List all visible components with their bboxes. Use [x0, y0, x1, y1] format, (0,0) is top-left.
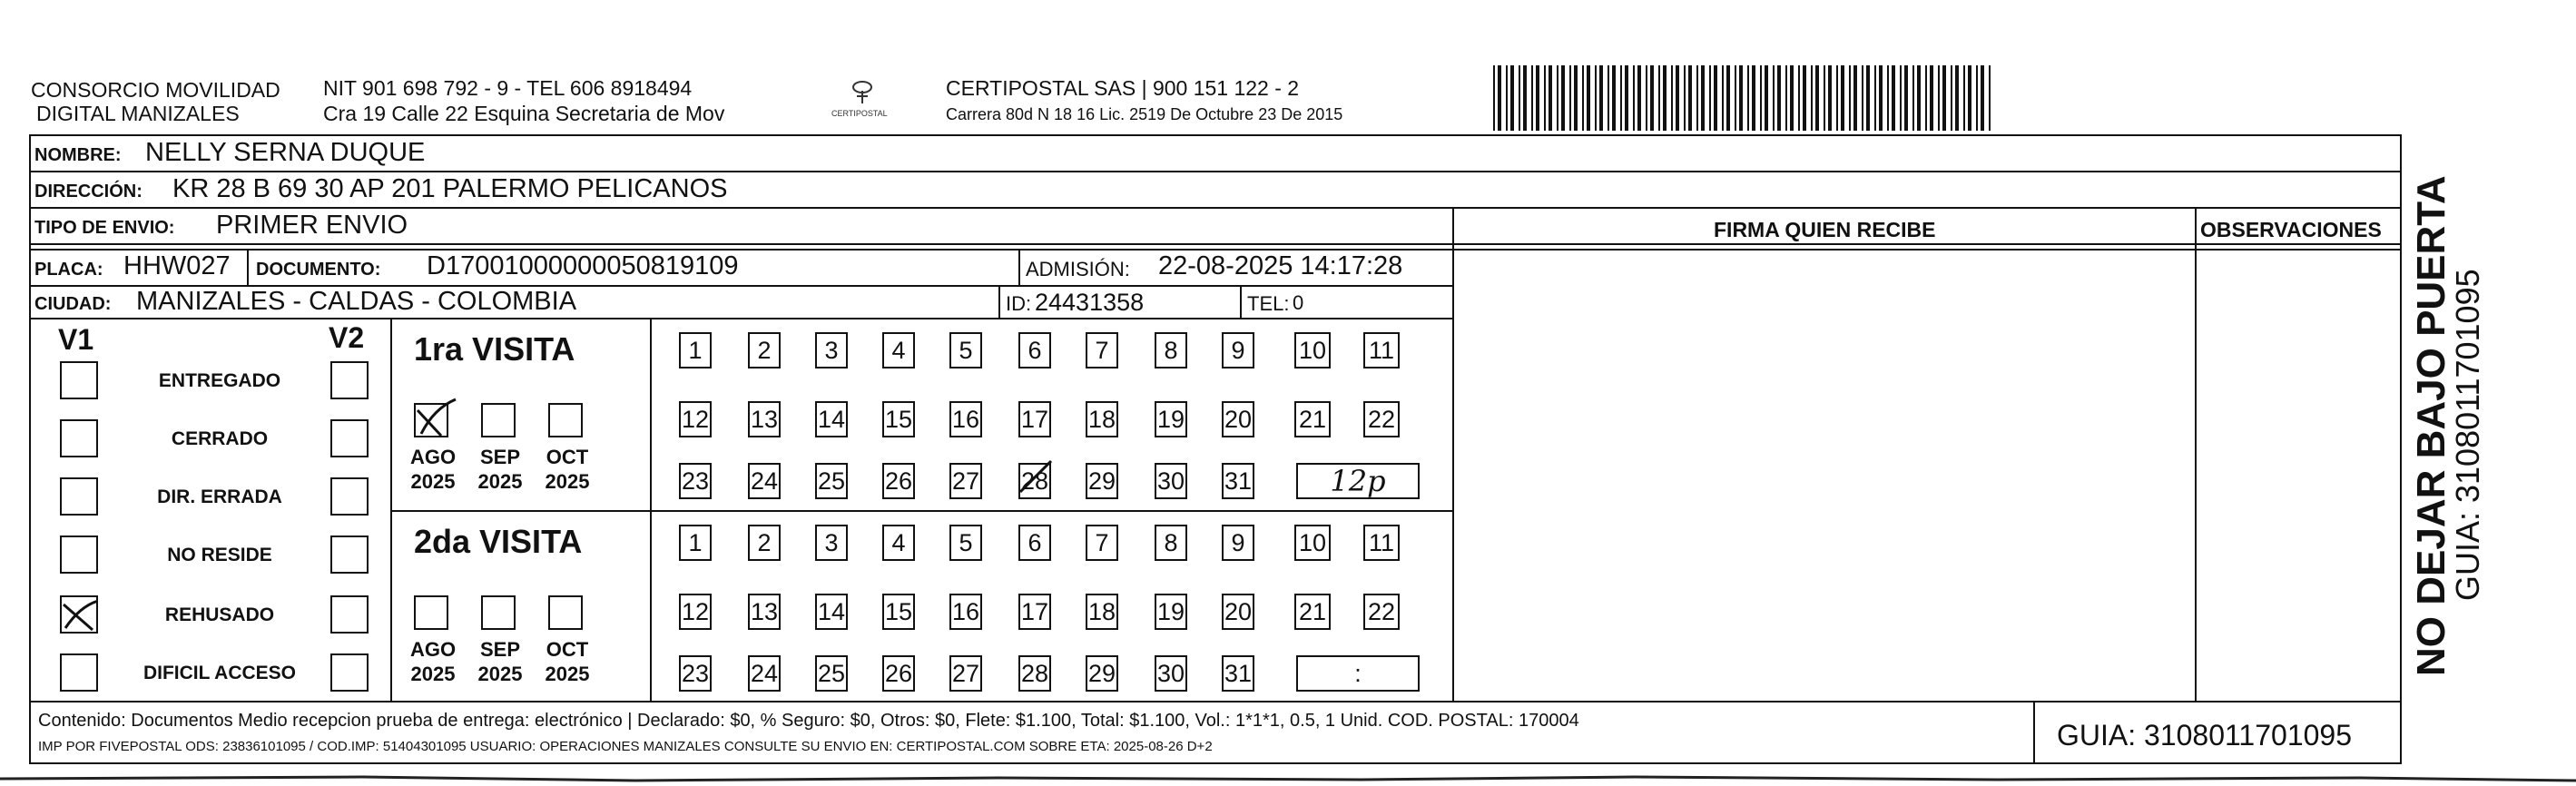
day-box[interactable] — [1086, 401, 1118, 437]
check-mark-icon — [62, 597, 98, 634]
v2-checkbox[interactable] — [330, 595, 369, 634]
status-option-label: REHUSADO — [164, 604, 275, 625]
id-label: ID: — [1006, 292, 1032, 315]
day-number: 31 — [1224, 467, 1253, 495]
barcode-bar — [1976, 65, 1978, 131]
day-box[interactable] — [949, 655, 982, 692]
company-address: Cra 19 Calle 22 Esquina Secretaria de Mov — [323, 102, 725, 125]
footer-guia: GUIA: 3108011701095 — [2057, 719, 2352, 752]
day-number: 13 — [750, 405, 779, 433]
day-number: 5 — [959, 336, 973, 364]
day-number: 1 — [688, 336, 703, 364]
barcode-bar — [1676, 65, 1679, 131]
status-option-label: DIFICIL ACCESO — [143, 663, 296, 683]
day-number: 11 — [1368, 528, 1395, 556]
barcode-bar — [1587, 65, 1590, 131]
day-number: 20 — [1224, 597, 1253, 625]
side-guia: GUIA: 3108011701095 — [2449, 269, 2486, 601]
admision-label: ADMISIÓN: — [1026, 258, 1130, 280]
carrier-logo — [826, 73, 899, 123]
barcode-bar — [1739, 65, 1743, 131]
day-number: 8 — [1164, 528, 1178, 556]
day-number: 27 — [951, 467, 980, 495]
day-number: 12 — [681, 597, 710, 625]
barcode-bar — [1646, 65, 1647, 131]
direccion-value: KR 28 B 69 30 AP 201 PALERMO PELICANOS — [172, 174, 728, 203]
v1-checkbox[interactable] — [60, 653, 98, 692]
barcode-bar — [1777, 65, 1781, 131]
day-box[interactable] — [882, 401, 915, 437]
day-box[interactable] — [679, 332, 712, 368]
footer-contenido: Contenido: Documentos Medio recepcion prueba de entrega: electrónico | Declarado: $0, % Seguro: $0, Otros: $0, Flete: $1.100, Total: $1.100, Vol.: 1*1*1, 0.5, 1 Unid. COD. POSTAL: 170004 — [38, 711, 1579, 731]
month-label: SEP 2025 — [477, 638, 523, 685]
day-number: 28 — [1020, 467, 1049, 495]
day-box[interactable] — [1222, 332, 1254, 368]
day-number: 7 — [1095, 528, 1109, 556]
barcode-bar — [1709, 65, 1711, 131]
day-box[interactable] — [1155, 401, 1187, 437]
day-number: 9 — [1231, 528, 1245, 556]
day-box[interactable] — [1222, 594, 1254, 630]
day-box[interactable] — [1294, 594, 1331, 630]
barcode-bar — [1803, 65, 1806, 131]
month-checkbox[interactable] — [414, 403, 448, 437]
visit-time: 12p — [1330, 464, 1386, 498]
barcode-bar — [1862, 65, 1863, 131]
barcode-bar — [1637, 65, 1641, 131]
barcode-bar — [1510, 65, 1514, 131]
barcode-bar — [1688, 65, 1692, 131]
day-number: 30 — [1156, 659, 1185, 687]
v1-checkbox[interactable] — [60, 477, 98, 516]
day-number: 22 — [1367, 405, 1396, 433]
day-number: 21 — [1298, 597, 1327, 625]
visit-time: : — [1354, 659, 1362, 687]
barcode-bar — [1904, 65, 1908, 131]
month-label: OCT 2025 — [545, 446, 590, 493]
day-box[interactable] — [1018, 655, 1051, 692]
barcode-bar — [1917, 65, 1921, 131]
day-number: 26 — [884, 659, 913, 687]
barcode-bar — [1493, 65, 1495, 131]
day-number: 10 — [1298, 336, 1327, 364]
month-checkbox[interactable] — [481, 595, 516, 630]
barcode-bar — [1663, 65, 1667, 131]
day-box[interactable] — [1363, 594, 1400, 630]
barcode-bar — [1620, 65, 1622, 131]
barcode-bar — [1841, 65, 1844, 131]
day-box[interactable] — [882, 332, 915, 368]
ciudad-label: CIUDAD: — [34, 294, 112, 314]
company-name-line2: DIGITAL MANIZALES — [36, 102, 240, 125]
barcode-bar — [1671, 65, 1673, 131]
day-number: 18 — [1087, 597, 1116, 625]
barcode-bar — [1900, 65, 1902, 131]
day-strike-icon — [1018, 459, 1055, 501]
day-box[interactable] — [949, 525, 982, 561]
tel-value: 0 — [1293, 291, 1304, 314]
day-number: 26 — [884, 467, 913, 495]
day-number: 14 — [817, 405, 846, 433]
v2-checkbox[interactable] — [330, 419, 369, 457]
day-box[interactable] — [1363, 332, 1400, 368]
barcode-bar — [1625, 65, 1628, 131]
day-box[interactable] — [748, 401, 781, 437]
day-number: 11 — [1368, 336, 1395, 364]
barcode-bar — [1574, 65, 1578, 131]
barcode-bar — [1599, 65, 1603, 131]
day-number: 19 — [1156, 597, 1185, 625]
day-box[interactable] — [679, 525, 712, 561]
barcode-bar — [1874, 65, 1876, 131]
day-number: 6 — [1027, 336, 1042, 364]
day-number: 5 — [959, 528, 973, 556]
side-warning: NO DEJAR BAJO PUERTA — [2409, 175, 2453, 676]
barcode-bar — [1608, 65, 1609, 131]
status-option-label: NO RESIDE — [167, 545, 272, 565]
barcode-bar — [1506, 65, 1508, 131]
direccion-label: DIRECCIÓN: — [34, 182, 143, 201]
barcode-bar — [1696, 65, 1698, 131]
ciudad-value: MANIZALES - CALDAS - COLOMBIA — [136, 287, 577, 316]
barcode-bar — [1549, 65, 1552, 131]
month-checkbox[interactable] — [414, 595, 448, 630]
barcode-bar — [1989, 65, 1991, 131]
day-number: 14 — [817, 597, 846, 625]
barcode-bar — [1561, 65, 1565, 131]
day-number: 18 — [1087, 405, 1116, 433]
v2-checkbox[interactable] — [330, 477, 369, 516]
documento-value: D17001000000050819109 — [427, 251, 739, 280]
day-box[interactable] — [1018, 525, 1051, 561]
barcode-bar — [1684, 65, 1686, 131]
day-box[interactable] — [679, 655, 712, 692]
barcode-bar — [1879, 65, 1883, 131]
day-number: 27 — [951, 659, 980, 687]
barcode-bar — [1595, 65, 1597, 131]
day-box[interactable] — [748, 655, 781, 692]
day-box[interactable] — [1086, 332, 1118, 368]
day-number: 17 — [1020, 597, 1049, 625]
day-box[interactable] — [882, 525, 915, 561]
day-box[interactable] — [1222, 401, 1254, 437]
carrier-address: Carrera 80d N 18 16 Lic. 2519 De Octubre 23 De 2015 — [946, 105, 1343, 123]
barcode-bar — [1955, 65, 1959, 131]
day-number: 8 — [1164, 336, 1178, 364]
day-box[interactable] — [1018, 594, 1051, 630]
barcode-bar — [1569, 65, 1571, 131]
day-box[interactable] — [815, 655, 848, 692]
day-box[interactable] — [949, 463, 982, 499]
nombre-value: NELLY SERNA DUQUE — [145, 138, 426, 167]
barcode-bar — [1866, 65, 1870, 131]
day-number: 3 — [824, 336, 839, 364]
barcode-bar — [1612, 65, 1616, 131]
day-box[interactable] — [1363, 401, 1400, 437]
carrier-logo-text: CERTIPOSTAL — [831, 109, 888, 118]
barcode-bar — [1544, 65, 1546, 131]
barcode-bar — [1722, 65, 1724, 131]
day-number: 25 — [817, 659, 846, 687]
month-label: AGO 2025 — [409, 638, 457, 685]
v2-checkbox[interactable] — [330, 535, 369, 574]
barcode-bar — [1536, 65, 1539, 131]
day-box[interactable] — [815, 594, 848, 630]
barcode — [1493, 65, 1992, 131]
v1-checkbox[interactable] — [60, 535, 98, 574]
visit-title: 2da VISITA — [414, 523, 583, 560]
day-box[interactable] — [815, 332, 848, 368]
barcode-bar — [1726, 65, 1730, 131]
visit-time-box[interactable] — [1296, 463, 1420, 499]
month-label: OCT 2025 — [545, 638, 590, 685]
day-number: 13 — [750, 597, 779, 625]
nombre-label: NOMBRE: — [34, 145, 122, 165]
barcode-bar — [1951, 65, 1952, 131]
barcode-bar — [1853, 65, 1857, 131]
barcode-bar — [1760, 65, 1762, 131]
v2-checkbox[interactable] — [330, 653, 369, 692]
day-number: 4 — [891, 336, 906, 364]
day-number: 22 — [1367, 597, 1396, 625]
day-box[interactable] — [1086, 463, 1118, 499]
day-number: 12 — [681, 405, 710, 433]
barcode-bar — [1735, 65, 1736, 131]
barcode-bar — [1714, 65, 1717, 131]
day-box[interactable] — [882, 463, 915, 499]
day-box[interactable] — [1222, 463, 1254, 499]
month-label: SEP 2025 — [477, 446, 523, 493]
day-number: 24 — [750, 467, 779, 495]
day-number: 2 — [757, 336, 772, 364]
visit-time-box[interactable] — [1296, 655, 1420, 692]
barcode-bar — [1968, 65, 1971, 131]
day-box[interactable] — [1018, 332, 1051, 368]
day-box[interactable] — [1018, 401, 1051, 437]
status-option-label: DIR. ERRADA — [157, 486, 282, 507]
day-box[interactable] — [1155, 332, 1187, 368]
day-box[interactable] — [1222, 525, 1254, 561]
barcode-bar — [1658, 65, 1660, 131]
day-box[interactable] — [1155, 594, 1187, 630]
check-mark-icon — [414, 398, 454, 434]
day-number: 31 — [1224, 659, 1253, 687]
day-box[interactable] — [1155, 525, 1187, 561]
id-value: 24431358 — [1035, 289, 1145, 316]
barcode-bar — [1849, 65, 1851, 131]
v2-checkbox[interactable] — [330, 361, 369, 399]
placa-value: HHW027 — [123, 251, 231, 280]
day-box[interactable] — [748, 594, 781, 630]
day-box[interactable] — [1363, 525, 1400, 561]
month-label: AGO 2025 — [409, 446, 457, 493]
tel-label: TEL: — [1247, 292, 1290, 315]
day-number: 16 — [951, 405, 980, 433]
day-box[interactable] — [949, 594, 982, 630]
visit-title: 1ra VISITA — [414, 330, 575, 368]
barcode-bar — [1519, 65, 1520, 131]
day-box[interactable] — [815, 525, 848, 561]
barcode-bar — [1765, 65, 1768, 131]
day-box[interactable] — [1155, 463, 1187, 499]
barcode-bar — [1790, 65, 1794, 131]
day-box[interactable] — [679, 463, 712, 499]
day-number: 1 — [688, 528, 703, 556]
barcode-bar — [1828, 65, 1832, 131]
day-number: 16 — [951, 597, 980, 625]
torn-edge — [0, 771, 2576, 786]
day-number: 29 — [1087, 659, 1116, 687]
barcode-bar — [1531, 65, 1533, 131]
day-box[interactable] — [748, 463, 781, 499]
day-number: 2 — [757, 528, 772, 556]
barcode-bar — [1633, 65, 1635, 131]
v1-checkbox[interactable] — [60, 419, 98, 457]
barcode-bar — [1747, 65, 1749, 131]
day-number: 24 — [750, 659, 779, 687]
day-box[interactable] — [1294, 401, 1331, 437]
barcode-bar — [1981, 65, 1984, 131]
day-number: 15 — [884, 597, 913, 625]
day-number: 3 — [824, 528, 839, 556]
day-box[interactable] — [1294, 332, 1331, 368]
day-box[interactable] — [815, 463, 848, 499]
barcode-bar — [1498, 65, 1501, 131]
day-box[interactable] — [1086, 525, 1118, 561]
barcode-bar — [1582, 65, 1584, 131]
v1-label: V1 — [58, 323, 94, 356]
barcode-bar — [1798, 65, 1800, 131]
day-number: 21 — [1298, 405, 1327, 433]
barcode-bar — [1963, 65, 1965, 131]
v2-label: V2 — [329, 321, 365, 354]
day-number: 10 — [1298, 528, 1327, 556]
day-number: 30 — [1156, 467, 1185, 495]
documento-label: DOCUMENTO: — [256, 260, 381, 280]
barcode-bar — [1824, 65, 1825, 131]
barcode-bar — [1815, 65, 1819, 131]
barcode-bar — [1925, 65, 1927, 131]
tipo-envio-label: TIPO DE ENVIO: — [34, 218, 175, 238]
month-checkbox[interactable] — [481, 403, 516, 437]
day-box[interactable] — [882, 594, 915, 630]
month-checkbox[interactable] — [548, 595, 583, 630]
day-box[interactable] — [1294, 525, 1331, 561]
day-box[interactable] — [882, 655, 915, 692]
status-option-label: ENTREGADO — [158, 370, 281, 391]
day-box[interactable] — [815, 401, 848, 437]
day-box[interactable] — [748, 332, 781, 368]
carrier-name: CERTIPOSTAL SAS | 900 151 122 - 2 — [946, 76, 1300, 100]
day-box[interactable] — [949, 401, 982, 437]
day-box[interactable] — [1086, 594, 1118, 630]
day-number: 29 — [1087, 467, 1116, 495]
day-number: 28 — [1020, 659, 1049, 687]
month-checkbox[interactable] — [548, 403, 583, 437]
observaciones-header: OBSERVACIONES — [2200, 218, 2382, 241]
day-box[interactable] — [1086, 655, 1118, 692]
placa-label: PLACA: — [34, 260, 103, 280]
barcode-bar — [1912, 65, 1914, 131]
day-number: 4 — [891, 528, 906, 556]
day-number: 15 — [884, 405, 913, 433]
day-number: 17 — [1020, 405, 1049, 433]
barcode-bar — [1811, 65, 1813, 131]
v1-checkbox[interactable] — [60, 595, 98, 634]
barcode-bar — [1836, 65, 1838, 131]
day-number: 9 — [1231, 336, 1245, 364]
company-name-line1: CONSORCIO MOVILIDAD — [31, 78, 280, 102]
footer-imp: IMP POR FIVEPOSTAL ODS: 23836101095 / COD.IMP: 51404301095 USUARIO: OPERACIONES MANIZALES CONSULTE SU ENVIO EN: CERTIPOSTAL.COM SOBRE ETA: 2025-08-26 D+2 — [38, 739, 1213, 754]
company-nit: NIT 901 698 792 - 9 - TEL 606 8918494 — [323, 76, 693, 100]
barcode-bar — [1557, 65, 1558, 131]
day-number: 23 — [681, 659, 710, 687]
barcode-bar — [1701, 65, 1705, 131]
barcode-bar — [1892, 65, 1895, 131]
day-number: 7 — [1095, 336, 1109, 364]
day-box[interactable] — [748, 525, 781, 561]
barcode-bar — [1752, 65, 1755, 131]
day-number: 20 — [1224, 405, 1253, 433]
day-number: 23 — [681, 467, 710, 495]
barcode-bar — [1887, 65, 1889, 131]
barcode-bar — [1773, 65, 1775, 131]
barcode-bar — [1938, 65, 1940, 131]
v1-checkbox[interactable] — [60, 361, 98, 399]
barcode-bar — [1785, 65, 1787, 131]
admision-value: 22-08-2025 14:17:28 — [1158, 251, 1403, 280]
day-number: 6 — [1027, 528, 1042, 556]
tipo-envio-value: PRIMER ENVIO — [216, 211, 408, 240]
barcode-bar — [1650, 65, 1654, 131]
barcode-bar — [1942, 65, 1946, 131]
day-box[interactable] — [1222, 655, 1254, 692]
day-box[interactable] — [679, 401, 712, 437]
day-box[interactable] — [1018, 463, 1051, 499]
day-number: 25 — [817, 467, 846, 495]
barcode-bar — [1930, 65, 1933, 131]
day-box[interactable] — [949, 332, 982, 368]
barcode-bar — [1523, 65, 1527, 131]
day-number: 19 — [1156, 405, 1185, 433]
status-option-label: CERRADO — [171, 428, 269, 449]
firma-header: FIRMA QUIEN RECIBE — [1714, 218, 1936, 241]
day-box[interactable] — [1155, 655, 1187, 692]
day-box[interactable] — [679, 594, 712, 630]
